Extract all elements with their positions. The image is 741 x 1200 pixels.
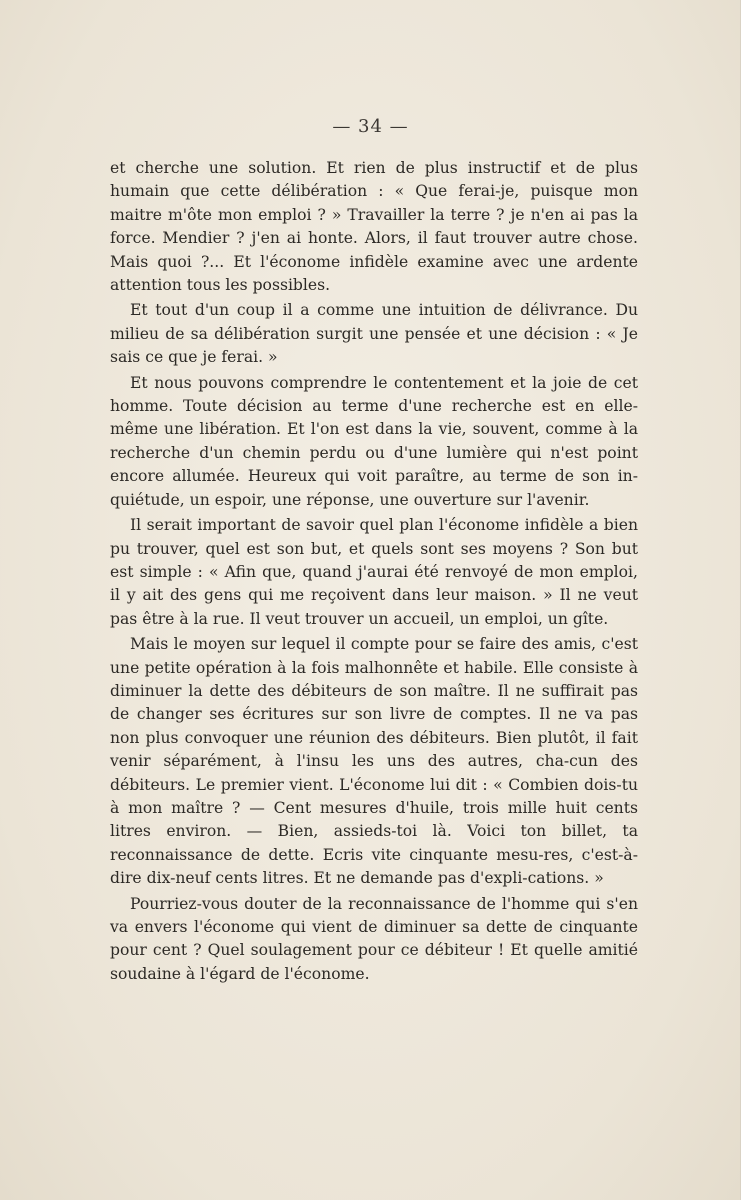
paragraph-5: Mais le moyen sur lequel il compte pour se faire des amis, c'est une petite opération à la fois malhonnête et habile. Elle consiste à diminuer la dette des débiteurs de son maître. Il ne suffirait pas de changer ses écritures sur son livre de comptes. Il ne va pas non plus convoquer une réunion des débiteurs. Bien plutôt, il fait venir séparément, à l'insu les uns des autres, cha-cun des débiteurs. Le premier vient. L'économe lui dit : « Combien dois-tu à mon maître ? — Cent mesures d'huile, trois mille huit cents litres environ. — Bien, assieds-toi là. Voici ton billet, ta reconnaissance de dette. Ecris vite cinquante mesu-res, c'est-à-dire dix-neuf cents litres. Et ne demande pas d'expli-cations. » xyxy=(110,635,638,888)
paragraph-2: Et tout d'un coup il a comme une intuition de délivrance. Du milieu de sa délibération surgit une pensée et une décision : « Je sais ce que je ferai. » xyxy=(110,301,638,367)
paragraph-3: Et nous pouvons comprendre le contentement et la joie de cet homme. Toute décision au terme d'une recherche est en elle-même une libération. Et l'on est dans la vie, souvent, comme à la recherche d'un chemin perdu ou d'une lumière qui n'est point encore allumée. Heureux qui voit paraître, au terme de son in-quiétude, un espoir, une réponse, une ouverture sur l'avenir. xyxy=(110,373,638,509)
page-number: — 34 — xyxy=(332,116,409,137)
paragraph-1: et cherche une solution. Et rien de plus instructif et de plus humain que cette délibération : « Que ferai-je, puisque mon maitre m'ôte mon emploi ? » Travailler la terre ? je n'en ai pas la force. Mendier ? j'en ai honte. Alors, il faut trouver autre chose. Mais quoi ?... Et l'économe infidèle examine avec une ardente attention tous les possibles. xyxy=(110,159,638,295)
body-text xyxy=(110,157,638,988)
paragraph-6: Pourriez-vous douter de la reconnaissance de l'homme qui s'en va envers l'économe qui vient de diminuer sa dette de cinquante pour cent ? Quel soulagement pour ce débiteur ! Et quelle amitié soudaine à l'égard de l'économe. xyxy=(110,894,638,983)
paragraph-4: Il serait important de savoir quel plan l'économe infidèle a bien pu trouver, quel est son but, et quels sont ses moyens ? Son but est simple : « Afin que, quand j'aurai été renvoyé de mon emploi, il y ait des gens qui me reçoivent dans leur maison. » Il ne veut pas être à la rue. Il veut trouver un accueil, un emploi, un gîte. xyxy=(110,516,638,628)
